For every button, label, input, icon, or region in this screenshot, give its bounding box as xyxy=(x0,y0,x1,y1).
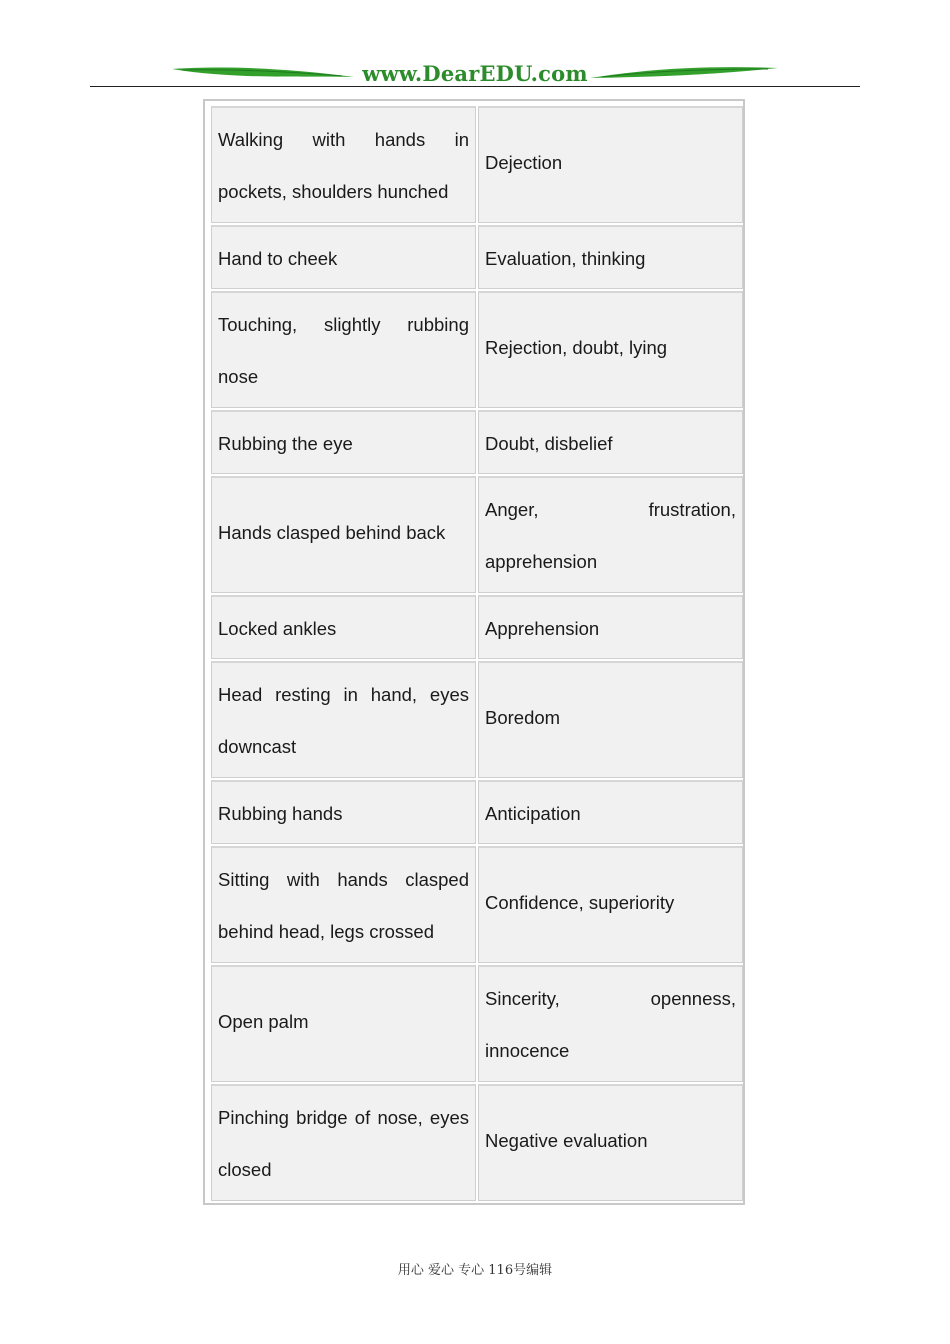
gesture-cell: Sitting with hands clasped behind head, legs crossed xyxy=(211,846,476,963)
table-row xyxy=(211,661,743,778)
table-row xyxy=(211,476,743,593)
meaning-cell: Sincerity, openness, innocence xyxy=(478,965,743,1082)
gesture-meaning-table xyxy=(209,104,745,1203)
gesture-cell: Head resting in hand, eyes downcast xyxy=(211,661,476,778)
table-row xyxy=(211,410,743,474)
meaning-cell: Rejection, doubt, lying xyxy=(478,291,743,408)
meaning-cell: Anger, frustration, apprehension xyxy=(478,476,743,593)
meaning-cell: Anticipation xyxy=(478,780,743,844)
meaning-cell: Boredom xyxy=(478,661,743,778)
table-row xyxy=(211,1084,743,1201)
meaning-cell: Dejection xyxy=(478,106,743,223)
table-row xyxy=(211,291,743,408)
table-row xyxy=(211,846,743,963)
gesture-cell: Locked ankles xyxy=(211,595,476,659)
meaning-cell: Negative evaluation xyxy=(478,1084,743,1201)
gesture-meaning-table-frame xyxy=(203,99,745,1205)
gesture-cell: Open palm xyxy=(211,965,476,1082)
header-rule xyxy=(90,86,860,87)
table-row xyxy=(211,106,743,223)
page-footer: 用心 爱心 专心 116号编辑 xyxy=(397,1263,553,1278)
gesture-cell: Touching, slightly rubbing nose xyxy=(211,291,476,408)
meaning-cell: Evaluation, thinking xyxy=(478,225,743,289)
table-row xyxy=(211,225,743,289)
right-swoosh-icon xyxy=(590,66,778,86)
gesture-cell: Rubbing hands xyxy=(211,780,476,844)
site-logo: www.DearEDU.com xyxy=(362,61,588,86)
gesture-cell: Pinching bridge of nose, eyes closed xyxy=(211,1084,476,1201)
meaning-cell: Doubt, disbelief xyxy=(478,410,743,474)
gesture-cell: Hand to cheek xyxy=(211,225,476,289)
gesture-cell: Hands clasped behind back xyxy=(211,476,476,593)
left-swoosh-icon xyxy=(172,66,354,86)
table-row xyxy=(211,780,743,844)
table-row xyxy=(211,965,743,1082)
gesture-cell: Rubbing the eye xyxy=(211,410,476,474)
page-header xyxy=(90,60,860,88)
meaning-cell: Apprehension xyxy=(478,595,743,659)
table-row xyxy=(211,595,743,659)
meaning-cell: Confidence, superiority xyxy=(478,846,743,963)
gesture-cell: Walking with hands in pockets, shoulders hunched xyxy=(211,106,476,223)
